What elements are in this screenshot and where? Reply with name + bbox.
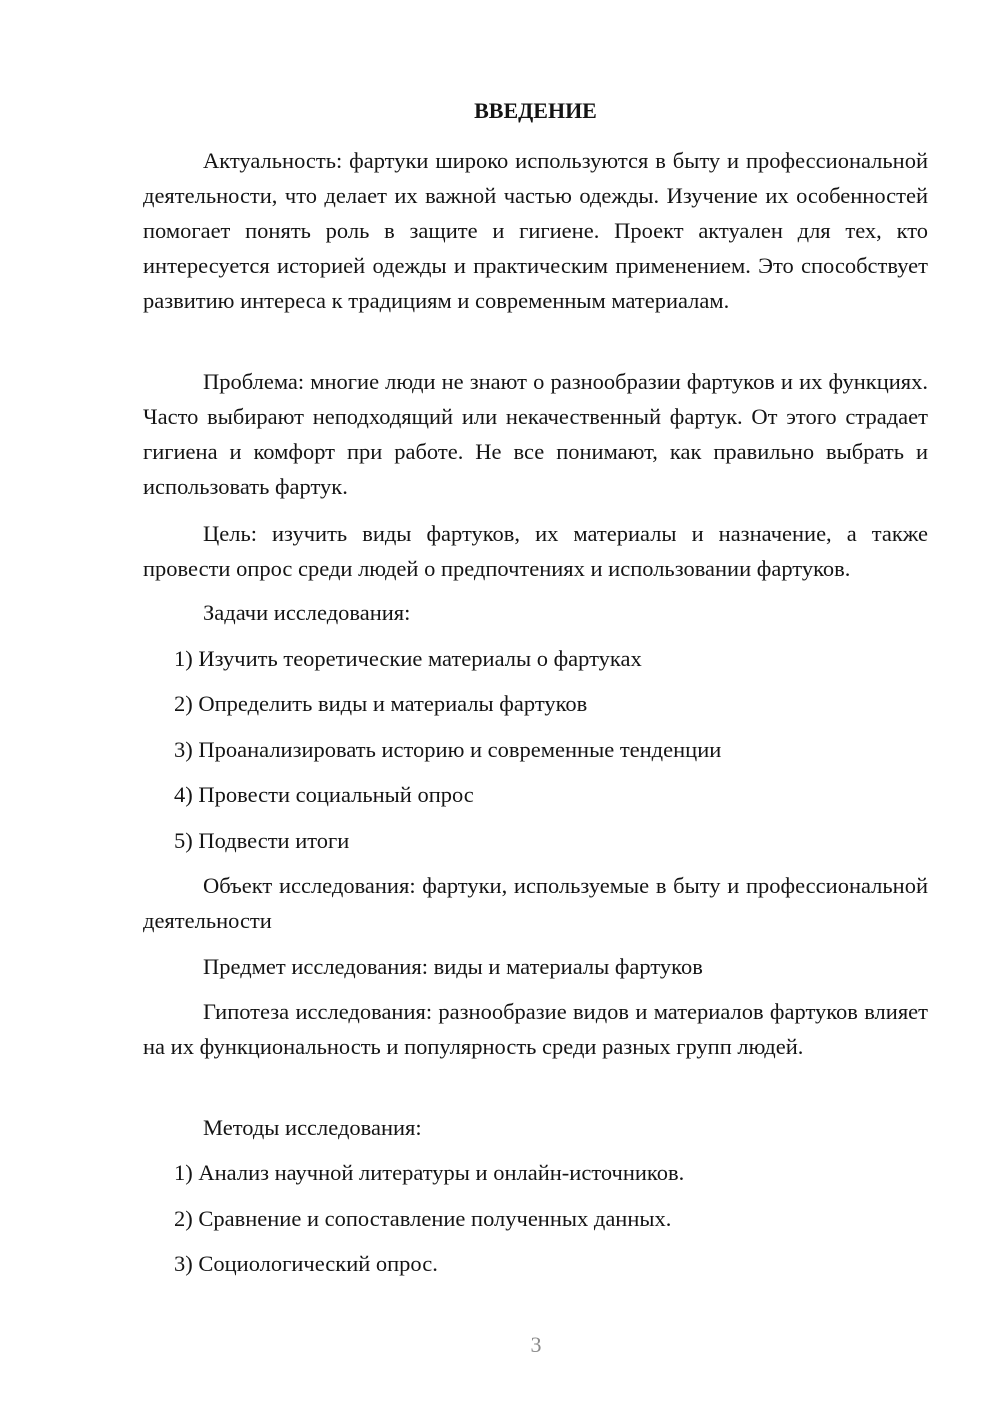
methods-heading: Методы исследования:	[203, 1115, 422, 1140]
problem-paragraph: Проблема: многие люди не знают о разнообразии фартуков и их функциях. Часто выбирают неподходящий или некачественный фартук. От этого страдает гигиена и комфорт при работе. Не все понимают, как правильно выбрать и использовать фартук.	[143, 369, 928, 499]
object-paragraph: Объект исследования: фартуки, используемые в быту и профессиональной деятельности	[143, 873, 928, 933]
tasks-heading: Задачи исследования:	[203, 600, 411, 625]
relevance-paragraph: Актуальность: фартуки широко используются в быту и профессиональной деятельности, что делает их важной частью одежды. Изучение их особенностей помогает понять роль в защите и гигиене. Проект актуален для тех, кто интересуется историей одежды и практическим применением. Это способствует развитию интереса к традициям и современным материалам.	[143, 148, 928, 313]
method-item: 3) Социологический опрос.	[174, 1251, 438, 1276]
task-item: 2) Определить виды и материалы фартуков	[174, 691, 588, 716]
task-item: 5) Подвести итоги	[174, 828, 350, 853]
task-item: 3) Проанализировать историю и современные тенденции	[174, 737, 722, 762]
task-item: 4) Провести социальный опрос	[174, 782, 474, 807]
task-item: 1) Изучить теоретические материалы о фартуках	[174, 646, 642, 671]
method-item: 1) Анализ научной литературы и онлайн-источников.	[174, 1160, 685, 1185]
hypothesis-paragraph: Гипотеза исследования: разнообразие видов и материалов фартуков влияет на их функциональность и популярность среди разных групп людей.	[143, 999, 928, 1059]
method-item: 2) Сравнение и сопоставление полученных данных.	[174, 1206, 672, 1231]
page-title: ВВЕДЕНИЕ	[474, 98, 597, 123]
page-number: 3	[530, 1332, 542, 1357]
subject-paragraph: Предмет исследования: виды и материалы фартуков	[203, 954, 703, 979]
goal-paragraph: Цель: изучить виды фартуков, их материалы и назначение, а также провести опрос среди людей о предпочтениях и использовании фартуков.	[143, 521, 928, 581]
